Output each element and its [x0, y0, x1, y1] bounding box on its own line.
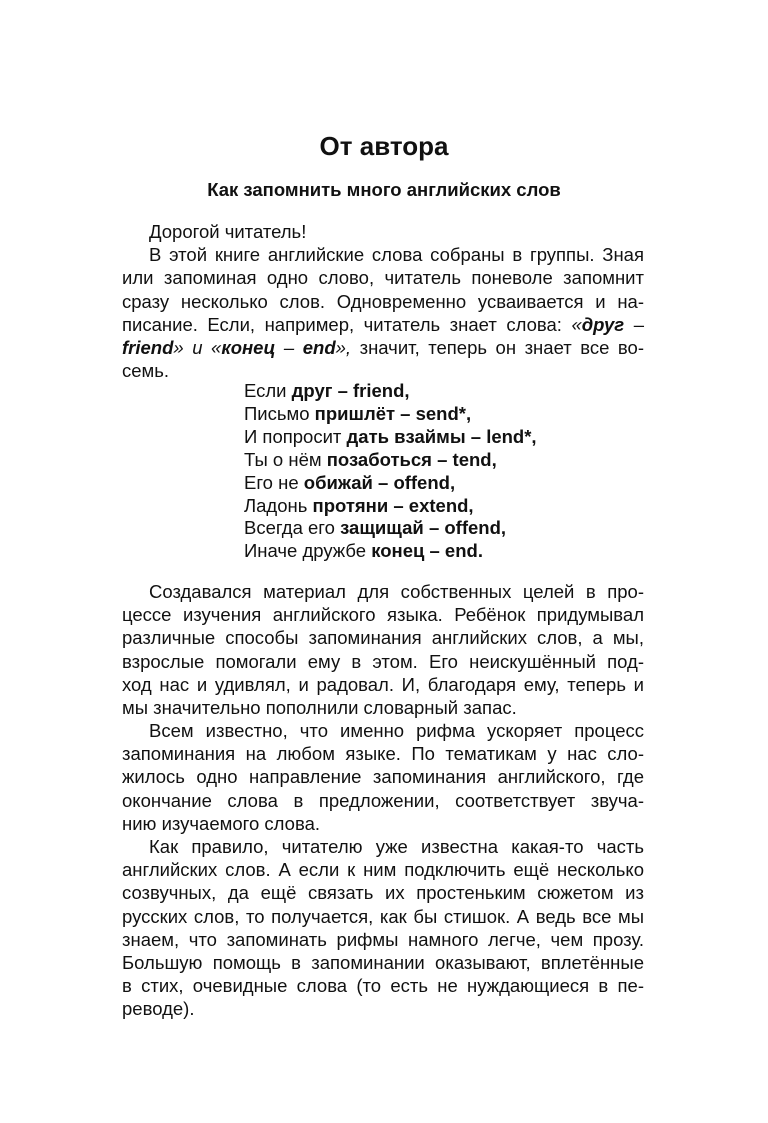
text-line: ход нас и удивлял, и радовал. И, благодаря ему, теперь и [122, 673, 644, 695]
section-subtitle: Как запомнить много английских слов [207, 179, 561, 200]
text-line: различные способы запоминания английских слов, а мы, [122, 627, 644, 649]
intro-line-3: сразу несколько слов. Одновременно усваивается и на- [122, 290, 644, 312]
poem-line-bold: конец – end. [371, 540, 483, 562]
dash: – [624, 313, 644, 335]
intro-line-5 [122, 336, 644, 359]
greeting-line: Дорогой читатель! [149, 221, 307, 242]
example-word-end: end [302, 337, 336, 359]
paragraph-3 [122, 719, 644, 835]
poem-line [244, 495, 537, 518]
paragraph-2 [122, 580, 644, 719]
intro-line-2: или запоминая одно слово, читатель поневоле запомнит [122, 267, 644, 289]
poem-line-bold: дать взаймы – lend*, [346, 425, 537, 447]
text-line: английских слов. А если к ним подключить ещё несколько [122, 859, 644, 881]
poem-line-plain: Ты о нём [244, 448, 327, 470]
intro-line-4-text: писание. Если, например, читатель знает слова: [122, 313, 572, 335]
intro-line-5-text: значит, теперь он знает все во- [351, 337, 644, 359]
poem-line-bold: друг – friend, [291, 380, 410, 401]
poem-line [244, 426, 537, 449]
poem-line-bold: пришлёт – send*, [314, 402, 472, 424]
page-title: От автора [319, 131, 449, 161]
poem-line [244, 380, 537, 403]
poem-line [244, 472, 537, 495]
poem-line-bold: защищай – offend, [340, 517, 507, 539]
paragraph-4 [122, 835, 644, 1021]
poem-block [244, 380, 537, 563]
text-line: русских слов, то получается, как бы стишок. А ведь все мы [122, 905, 644, 927]
example-word-drug: друг [581, 313, 625, 335]
intro-line-6: семь. [122, 360, 170, 382]
text-line: жилось одно направление запоминания английского, где [122, 766, 644, 788]
text-line: Создавался материал для собственных целей в про- [149, 581, 644, 602]
poem-line-plain: Ладонь [244, 494, 313, 516]
poem-line-plain: Его не [244, 471, 304, 493]
text-line: запоминания на любом языке. По тематикам у нас сло- [122, 743, 644, 765]
text-line: окончание слова в предложении, соответствует звуча- [122, 789, 644, 811]
intro-line-4 [122, 313, 644, 336]
text-line: знаем, что запоминать рифмы намного легче, чем прозу. [122, 928, 644, 950]
text-line: Всем известно, что именно рифма ускоряет процесс [149, 720, 644, 741]
text-line: созвучных, да ещё связать их простеньким сюжетом из [122, 882, 644, 904]
poem-line-bold: позаботься – tend, [326, 448, 497, 470]
poem-line-plain: Если [244, 380, 292, 401]
example-word-friend: friend [122, 337, 174, 359]
quote-mid: » и « [173, 337, 222, 359]
poem-line-bold: протяни – extend, [312, 494, 474, 516]
text-line: в стих, очевидные слова (то есть не нуждающиеся в пе- [122, 975, 644, 997]
text-line: взрослые помогали ему в этом. Его неискушённый под- [122, 650, 644, 672]
poem-line-bold: обижай – offend, [303, 471, 456, 493]
example-word-konec: конец [221, 337, 276, 359]
intro-line-1: В этой книге английские слова собраны в группы. Зная [149, 244, 644, 266]
quote-open: « [571, 313, 582, 335]
dash-2: – [275, 337, 303, 359]
poem-line [244, 403, 537, 426]
poem-line-plain: И попросит [244, 425, 347, 447]
poem-line [244, 517, 537, 540]
text-line: Как правило, читателю уже известна какая-то часть [149, 836, 644, 857]
text-line: мы значительно пополнили словарный запас. [122, 697, 517, 719]
poem-line-plain: Письмо [244, 402, 315, 424]
poem-line-plain: Иначе дружбе [244, 540, 372, 562]
text-line: реводе). [122, 998, 195, 1020]
text-line: нию изучаемого слова. [122, 812, 321, 834]
text-line: Большую помощь в запоминании оказывают, вплетённые [122, 952, 644, 974]
poem-line [244, 540, 537, 563]
quote-close: », [335, 337, 352, 359]
poem-line-plain: Всегда его [244, 517, 341, 539]
poem-line [244, 449, 537, 472]
intro-block [122, 220, 644, 382]
text-line: цессе изучения английского языка. Ребёнок придумывал [122, 604, 644, 626]
